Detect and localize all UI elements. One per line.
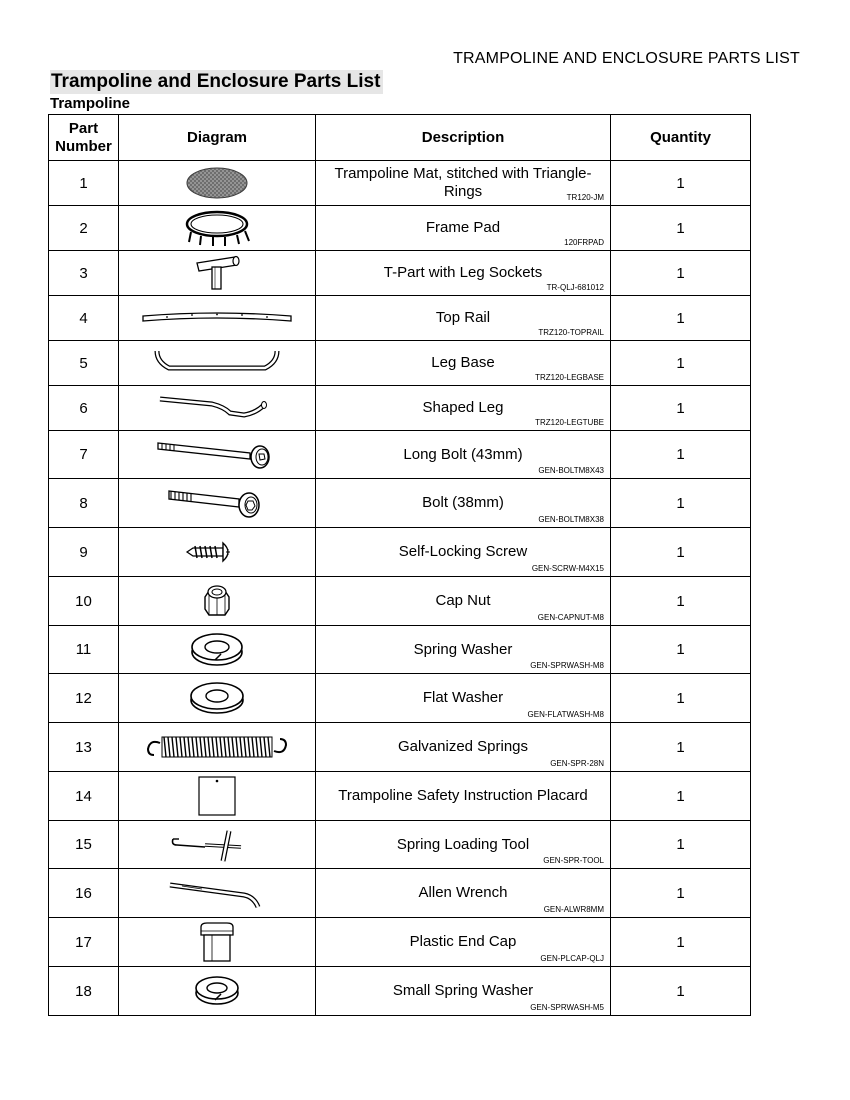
table-row (49, 577, 751, 626)
part-code: GEN-PLCAP-QLJ (540, 954, 604, 963)
part-description: Leg Base (431, 354, 495, 371)
part-quantity: 1 (611, 772, 751, 821)
part-code: GEN-ALWR8MM (543, 905, 604, 914)
part-description: Flat Washer (422, 689, 504, 706)
table-row (49, 206, 751, 251)
part-description: Allen Wrench (418, 884, 508, 901)
part-description-cell (316, 577, 611, 626)
part-quantity: 1 (611, 386, 751, 431)
part-code: TR120-JM (566, 193, 604, 202)
part-quantity: 1 (611, 967, 751, 1016)
part-description: Long Bolt (43mm) (403, 445, 523, 463)
t-part-icon (119, 251, 316, 296)
part-description-cell (316, 341, 611, 386)
long-bolt-icon (119, 431, 316, 479)
table-row (49, 431, 751, 479)
small-spring-washer-icon (119, 967, 316, 1016)
part-number: 6 (49, 386, 119, 431)
part-quantity: 1 (611, 674, 751, 723)
part-code: GEN-SPR-28N (550, 759, 604, 768)
part-description-cell (316, 674, 611, 723)
part-description-cell (316, 772, 611, 821)
part-description-cell (316, 821, 611, 869)
part-description: Spring Loading Tool (396, 835, 530, 853)
table-row (49, 918, 751, 967)
part-description-cell (316, 528, 611, 577)
part-code: GEN-SPR-TOOL (543, 856, 604, 865)
part-number: 12 (49, 674, 119, 723)
part-description: Spring Washer (413, 640, 513, 658)
part-number: 5 (49, 341, 119, 386)
part-code: GEN-FLATWASH-M8 (527, 710, 604, 719)
table-row (49, 674, 751, 723)
part-quantity: 1 (611, 161, 751, 206)
part-code: GEN-BOLTM8X43 (538, 466, 604, 475)
part-quantity: 1 (611, 206, 751, 251)
part-quantity: 1 (611, 341, 751, 386)
table-row (49, 528, 751, 577)
spring-icon (119, 723, 316, 772)
trampoline-mat-icon (119, 161, 316, 206)
part-number: 14 (49, 772, 119, 821)
part-description-cell (316, 479, 611, 528)
part-code: GEN-SCRW-M4X15 (531, 564, 604, 573)
part-description-cell (316, 723, 611, 772)
part-description-cell (316, 626, 611, 674)
bolt-icon (119, 479, 316, 528)
flat-washer-icon (119, 674, 316, 723)
part-description-cell (316, 296, 611, 341)
part-description: Galvanized Springs (397, 738, 529, 755)
part-description-cell (316, 251, 611, 296)
table-row (49, 772, 751, 821)
part-description-cell (316, 918, 611, 967)
column-header-description: Description (316, 115, 611, 161)
part-quantity: 1 (611, 251, 751, 296)
part-quantity: 1 (611, 918, 751, 967)
part-number: 16 (49, 869, 119, 918)
part-quantity: 1 (611, 431, 751, 479)
part-number: 11 (49, 626, 119, 674)
part-description: Trampoline Mat, stitched with Triangle-Rings (334, 165, 592, 200)
table-row (49, 869, 751, 918)
part-description-cell (316, 869, 611, 918)
leg-base-icon (119, 341, 316, 386)
column-header-diagram: Diagram (119, 115, 316, 161)
part-number: 9 (49, 528, 119, 577)
part-number: 2 (49, 206, 119, 251)
end-cap-icon (119, 918, 316, 967)
part-quantity: 1 (611, 479, 751, 528)
part-code: GEN-SPRWASH-M8 (530, 661, 604, 670)
spring-washer-icon (119, 626, 316, 674)
parts-table (48, 114, 751, 1016)
part-description: Small Spring Washer (392, 982, 534, 999)
placard-icon (119, 772, 316, 821)
part-number: 18 (49, 967, 119, 1016)
part-description: T-Part with Leg Sockets (383, 264, 543, 281)
table-row (49, 161, 751, 206)
table-row (49, 386, 751, 431)
cap-nut-icon (119, 577, 316, 626)
part-description: Self-Locking Screw (398, 543, 528, 560)
part-number: 13 (49, 723, 119, 772)
part-quantity: 1 (611, 577, 751, 626)
table-row (49, 626, 751, 674)
part-code: TR-QLJ-681012 (546, 283, 604, 292)
table-row (49, 341, 751, 386)
part-number: 7 (49, 431, 119, 479)
shaped-leg-icon (119, 386, 316, 431)
part-number: 3 (49, 251, 119, 296)
part-quantity: 1 (611, 869, 751, 918)
table-row (49, 967, 751, 1016)
part-description-cell (316, 206, 611, 251)
part-number: 1 (49, 161, 119, 206)
column-header-part-number: Part Number (49, 115, 119, 161)
table-row (49, 479, 751, 528)
screw-icon (119, 528, 316, 577)
part-code: TRZ120-LEGTUBE (535, 418, 604, 427)
part-code: GEN-CAPNUT-M8 (537, 613, 604, 622)
part-code: 120FRPAD (564, 238, 604, 247)
table-row (49, 723, 751, 772)
table-row (49, 821, 751, 869)
part-code: GEN-SPRWASH-M5 (530, 1003, 604, 1012)
part-number: 17 (49, 918, 119, 967)
part-description: Shaped Leg (422, 399, 504, 416)
part-description: Plastic End Cap (409, 933, 517, 950)
part-code: TRZ120-TOPRAIL (538, 328, 604, 337)
part-number: 8 (49, 479, 119, 528)
part-number: 4 (49, 296, 119, 341)
part-description: Trampoline Safety Instruction Placard (338, 787, 588, 804)
table-header-row (49, 115, 751, 161)
allen-wrench-icon (119, 869, 316, 918)
part-description: Cap Nut (435, 592, 491, 609)
table-row (49, 296, 751, 341)
frame-pad-icon (119, 206, 316, 251)
part-description-cell (316, 386, 611, 431)
column-header-quantity: Quantity (611, 115, 751, 161)
part-description-cell (316, 431, 611, 479)
document-title: Trampoline and Enclosure Parts List (50, 70, 383, 94)
top-rail-icon (119, 296, 316, 341)
part-description: Frame Pad (425, 219, 501, 236)
part-quantity: 1 (611, 723, 751, 772)
part-code: GEN-BOLTM8X38 (538, 515, 604, 524)
part-number: 15 (49, 821, 119, 869)
spring-tool-icon (119, 821, 316, 869)
part-description: Top Rail (435, 309, 491, 326)
part-code: TRZ120-LEGBASE (535, 373, 604, 382)
part-description-cell (316, 161, 611, 206)
part-description: Bolt (38mm) (422, 494, 504, 511)
table-row (49, 251, 751, 296)
part-number: 10 (49, 577, 119, 626)
part-description-cell (316, 967, 611, 1016)
section-title: Trampoline (50, 95, 131, 112)
part-quantity: 1 (611, 296, 751, 341)
part-quantity: 1 (611, 528, 751, 577)
part-quantity: 1 (611, 821, 751, 869)
running-header: TRAMPOLINE AND ENCLOSURE PARTS LIST (453, 50, 800, 67)
part-quantity: 1 (611, 626, 751, 674)
